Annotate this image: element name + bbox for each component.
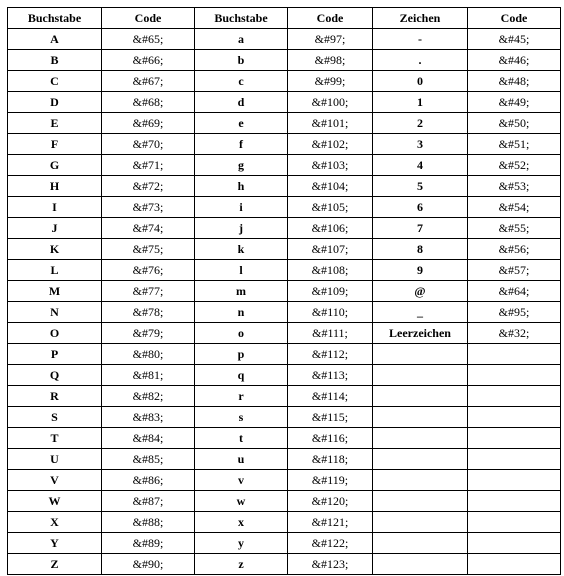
table-row [8,218,561,239]
symbol-code-cell: &#51; [468,134,561,155]
lowercase-code-cell: &#122; [288,533,373,554]
uppercase-code-cell: &#74; [102,218,195,239]
lowercase-letter-cell: j [195,218,288,239]
symbol-code-cell [468,533,561,554]
lowercase-letter-cell: l [195,260,288,281]
symbol-code-cell [468,386,561,407]
symbol-cell: 0 [373,71,468,92]
lowercase-letter-cell: h [195,176,288,197]
header-code-lowercase: Code [288,8,373,29]
lowercase-code-cell: &#120; [288,491,373,512]
symbol-cell [373,470,468,491]
symbol-code-cell: &#32; [468,323,561,344]
lowercase-code-cell: &#114; [288,386,373,407]
uppercase-code-cell: &#87; [102,491,195,512]
lowercase-letter-cell: i [195,197,288,218]
uppercase-letter-cell: E [8,113,102,134]
uppercase-code-cell: &#85; [102,449,195,470]
uppercase-letter-cell: F [8,134,102,155]
uppercase-code-cell: &#65; [102,29,195,50]
uppercase-code-cell: &#66; [102,50,195,71]
table-row [8,155,561,176]
lowercase-letter-cell: z [195,554,288,575]
uppercase-letter-cell: C [8,71,102,92]
symbol-cell: 1 [373,92,468,113]
uppercase-letter-cell: T [8,428,102,449]
uppercase-letter-cell: D [8,92,102,113]
table-row [8,260,561,281]
lowercase-code-cell: &#107; [288,239,373,260]
symbol-cell [373,512,468,533]
table-row [8,386,561,407]
symbol-code-cell: &#49; [468,92,561,113]
table-row [8,113,561,134]
symbol-cell: 2 [373,113,468,134]
uppercase-code-cell: &#86; [102,470,195,491]
symbol-code-cell: &#52; [468,155,561,176]
symbol-code-cell [468,491,561,512]
uppercase-code-cell: &#80; [102,344,195,365]
uppercase-letter-cell: Y [8,533,102,554]
symbol-cell [373,407,468,428]
uppercase-letter-cell: K [8,239,102,260]
symbol-code-cell [468,512,561,533]
lowercase-code-cell: &#97; [288,29,373,50]
table-row [8,281,561,302]
symbol-cell [373,533,468,554]
uppercase-letter-cell: M [8,281,102,302]
lowercase-letter-cell: g [195,155,288,176]
table-row [8,470,561,491]
lowercase-letter-cell: p [195,344,288,365]
symbol-cell [373,386,468,407]
lowercase-letter-cell: w [195,491,288,512]
symbol-cell: - [373,29,468,50]
symbol-cell [373,491,468,512]
symbol-code-cell [468,470,561,491]
table-row [8,407,561,428]
lowercase-letter-cell: k [195,239,288,260]
lowercase-letter-cell: s [195,407,288,428]
uppercase-code-cell: &#72; [102,176,195,197]
uppercase-code-cell: &#69; [102,113,195,134]
lowercase-code-cell: &#108; [288,260,373,281]
symbol-cell: 5 [373,176,468,197]
lowercase-code-cell: &#109; [288,281,373,302]
symbol-code-cell: &#54; [468,197,561,218]
uppercase-code-cell: &#84; [102,428,195,449]
uppercase-letter-cell: I [8,197,102,218]
uppercase-code-cell: &#75; [102,239,195,260]
lowercase-letter-cell: y [195,533,288,554]
symbol-code-cell [468,554,561,575]
table-row [8,512,561,533]
table-row [8,239,561,260]
lowercase-letter-cell: v [195,470,288,491]
table-row [8,71,561,92]
header-zeichen: Zeichen [373,8,468,29]
lowercase-letter-cell: o [195,323,288,344]
uppercase-letter-cell: W [8,491,102,512]
lowercase-letter-cell: m [195,281,288,302]
symbol-code-cell: &#56; [468,239,561,260]
table-row [8,533,561,554]
lowercase-code-cell: &#98; [288,50,373,71]
uppercase-letter-cell: R [8,386,102,407]
lowercase-code-cell: &#111; [288,323,373,344]
lowercase-code-cell: &#105; [288,197,373,218]
lowercase-code-cell: &#106; [288,218,373,239]
lowercase-letter-cell: n [195,302,288,323]
lowercase-code-cell: &#121; [288,512,373,533]
symbol-cell: @ [373,281,468,302]
symbol-cell: _ [373,302,468,323]
symbol-code-cell: &#53; [468,176,561,197]
table-row [8,491,561,512]
uppercase-letter-cell: V [8,470,102,491]
lowercase-letter-cell: e [195,113,288,134]
lowercase-letter-cell: t [195,428,288,449]
lowercase-code-cell: &#112; [288,344,373,365]
lowercase-letter-cell: r [195,386,288,407]
uppercase-code-cell: &#70; [102,134,195,155]
symbol-code-cell: &#55; [468,218,561,239]
lowercase-code-cell: &#103; [288,155,373,176]
uppercase-code-cell: &#89; [102,533,195,554]
symbol-cell: 7 [373,218,468,239]
lowercase-letter-cell: f [195,134,288,155]
header-code-uppercase: Code [102,8,195,29]
lowercase-code-cell: &#119; [288,470,373,491]
lowercase-letter-cell: q [195,365,288,386]
symbol-cell: 4 [373,155,468,176]
lowercase-code-cell: &#113; [288,365,373,386]
uppercase-letter-cell: Z [8,554,102,575]
symbol-code-cell [468,428,561,449]
table-row [8,302,561,323]
symbol-code-cell [468,344,561,365]
symbol-cell [373,449,468,470]
table-row [8,554,561,575]
lowercase-code-cell: &#115; [288,407,373,428]
uppercase-code-cell: &#83; [102,407,195,428]
lowercase-code-cell: &#104; [288,176,373,197]
uppercase-code-cell: &#67; [102,71,195,92]
table-row [8,197,561,218]
uppercase-letter-cell: B [8,50,102,71]
table-row [8,428,561,449]
lowercase-letter-cell: x [195,512,288,533]
lowercase-code-cell: &#99; [288,71,373,92]
symbol-cell [373,365,468,386]
uppercase-letter-cell: S [8,407,102,428]
symbol-code-cell: &#50; [468,113,561,134]
table-row [8,176,561,197]
symbol-cell [373,554,468,575]
header-buchstabe-uppercase: Buchstabe [8,8,102,29]
uppercase-code-cell: &#78; [102,302,195,323]
table-row [8,134,561,155]
symbol-cell: 3 [373,134,468,155]
lowercase-letter-cell: c [195,71,288,92]
uppercase-letter-cell: P [8,344,102,365]
uppercase-code-cell: &#90; [102,554,195,575]
table-row [8,323,561,344]
lowercase-letter-cell: b [195,50,288,71]
lowercase-code-cell: &#123; [288,554,373,575]
lowercase-code-cell: &#102; [288,134,373,155]
uppercase-letter-cell: Q [8,365,102,386]
lowercase-letter-cell: d [195,92,288,113]
uppercase-code-cell: &#68; [102,92,195,113]
uppercase-letter-cell: U [8,449,102,470]
table-row [8,92,561,113]
table-row [8,344,561,365]
lowercase-letter-cell: u [195,449,288,470]
lowercase-letter-cell: a [195,29,288,50]
uppercase-code-cell: &#88; [102,512,195,533]
uppercase-letter-cell: L [8,260,102,281]
uppercase-letter-cell: O [8,323,102,344]
header-code-zeichen: Code [468,8,561,29]
uppercase-letter-cell: N [8,302,102,323]
symbol-cell: 8 [373,239,468,260]
lowercase-code-cell: &#100; [288,92,373,113]
symbol-cell: . [373,50,468,71]
symbol-code-cell [468,449,561,470]
header-buchstabe-lowercase: Buchstabe [195,8,288,29]
symbol-code-cell: &#48; [468,71,561,92]
uppercase-code-cell: &#82; [102,386,195,407]
symbol-code-cell [468,365,561,386]
table-row [8,50,561,71]
symbol-cell: 9 [373,260,468,281]
uppercase-code-cell: &#76; [102,260,195,281]
character-code-table [7,7,561,575]
symbol-code-cell: &#46; [468,50,561,71]
uppercase-letter-cell: A [8,29,102,50]
symbol-code-cell [468,407,561,428]
uppercase-letter-cell: J [8,218,102,239]
uppercase-code-cell: &#77; [102,281,195,302]
header-row [8,8,561,29]
uppercase-code-cell: &#81; [102,365,195,386]
lowercase-code-cell: &#118; [288,449,373,470]
symbol-cell: Leerzeichen [373,323,468,344]
uppercase-letter-cell: H [8,176,102,197]
table-row [8,449,561,470]
lowercase-code-cell: &#101; [288,113,373,134]
symbol-code-cell: &#57; [468,260,561,281]
uppercase-code-cell: &#73; [102,197,195,218]
symbol-code-cell: &#64; [468,281,561,302]
uppercase-letter-cell: X [8,512,102,533]
lowercase-code-cell: &#110; [288,302,373,323]
uppercase-code-cell: &#71; [102,155,195,176]
table-row [8,365,561,386]
uppercase-code-cell: &#79; [102,323,195,344]
symbol-cell: 6 [373,197,468,218]
symbol-cell [373,428,468,449]
symbol-code-cell: &#45; [468,29,561,50]
table-row [8,29,561,50]
symbol-code-cell: &#95; [468,302,561,323]
lowercase-code-cell: &#116; [288,428,373,449]
symbol-cell [373,344,468,365]
uppercase-letter-cell: G [8,155,102,176]
